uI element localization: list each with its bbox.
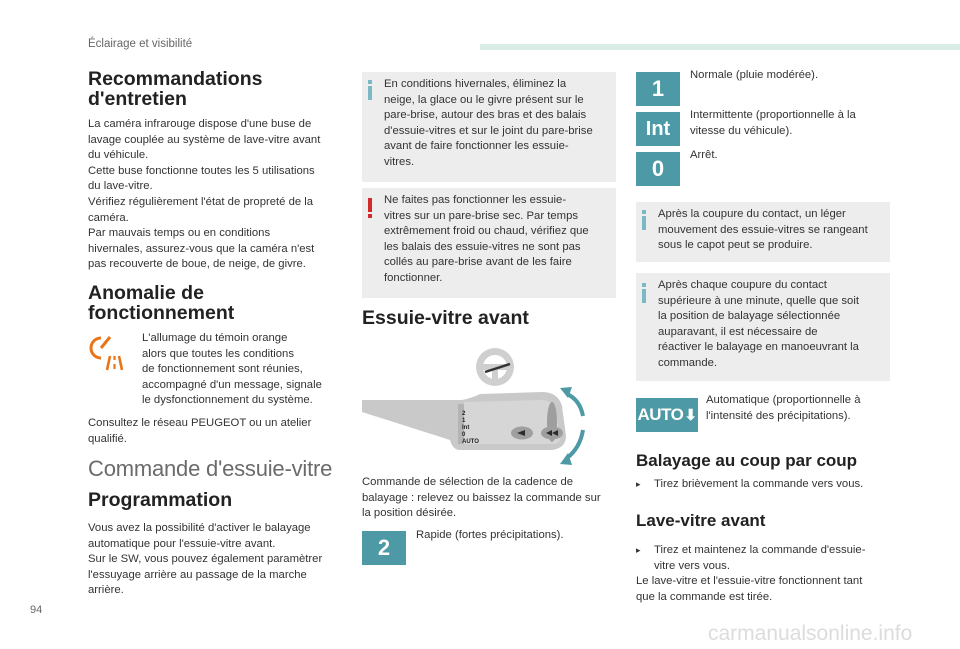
- single-wipe-title: Balayage au coup par coup: [636, 451, 858, 470]
- arrow-down-icon: ⬇: [684, 407, 697, 424]
- cadence-text: Commande de sélection de la cadence de balayage : relevez ou baissez la commande sur la position désirée.: [362, 476, 601, 520]
- header-bar: [480, 44, 960, 50]
- lane-camera-warning-icon: [88, 334, 128, 374]
- stalk-label-2: 2: [462, 411, 466, 417]
- wiper-stalk-illustration: [362, 340, 592, 470]
- mode-1-badge: 1: [636, 72, 680, 106]
- arrow-bullet-icon: ▸: [636, 545, 641, 555]
- steering-wheel-icon: [476, 348, 514, 386]
- mode-auto-badge: AUTO ⬇: [636, 398, 698, 432]
- fault-title: Anomalie de fonctionnement: [88, 282, 235, 324]
- fault-text: L'allumage du témoin orange alors que toutes les conditions de fonctionnement sont réunies, accompagné d'un message, signale le dysfonctionnement du système.: [142, 332, 322, 407]
- stalk-label-1: 1: [462, 418, 466, 424]
- washer-bullet: ▸ Tirez et maintenez la commande d'essuie- vitre vers vous.: [636, 543, 896, 574]
- mode-int-badge: Int: [636, 112, 680, 146]
- single-wipe-bullet: ▸ Tirez brièvement la commande vers vous.: [636, 477, 896, 493]
- up-down-arrows-icon: [567, 394, 583, 458]
- mode-2-text: Rapide (fortes précipitations).: [416, 529, 564, 541]
- mode-1-text: Normale (pluie modérée).: [690, 69, 819, 81]
- section-header: Éclairage et visibilité: [88, 38, 193, 50]
- page-number: 94: [30, 604, 43, 616]
- watermark: carmanualsonline.info: [708, 622, 913, 645]
- stalk-label-0: 0: [462, 432, 466, 438]
- ignition-off-info-box: Après la coupure du contact, un léger mouvement des essuie-vitres se rangeant sous le capot peut se produire.: [636, 202, 890, 262]
- mode-0-badge: 0: [636, 152, 680, 186]
- mode-0-text: Arrêt.: [690, 149, 718, 161]
- info-icon: [642, 283, 646, 303]
- stalk-label-auto: AUTO: [462, 439, 479, 445]
- washer-text: Le lave-vitre et l'essuie-vitre fonctionnent tant que la commande est tirée.: [636, 575, 863, 603]
- info-icon: [368, 80, 372, 100]
- wiper-section-title: Commande d'essuie-vitre: [88, 456, 333, 481]
- arrow-bullet-icon: ▸: [636, 479, 641, 489]
- front-wiper-title: Essuie-vitre avant: [362, 307, 529, 329]
- stalk-label-int: Int: [462, 425, 470, 431]
- washer-title: Lave-vitre avant: [636, 511, 766, 530]
- reactivate-info-box: Après chaque coupure du contact supérieure à une minute, quelle que soit la position de balayage sélectionnée auparavant, il est nécessaire de réactiver le balayage en manoeuvrant la commande.: [636, 273, 890, 381]
- mode-auto-text: Automatique (proportionnelle à l'intensité des précipitations).: [706, 394, 861, 422]
- mode-2-badge: 2: [362, 531, 406, 565]
- maintenance-title: Recommandations d'entretien: [88, 68, 263, 110]
- programming-title: Programmation: [88, 489, 233, 511]
- consult-text: Consultez le réseau PEUGEOT ou un atelier qualifié.: [88, 417, 312, 445]
- programming-text: Vous avez la possibilité d'activer le balayage automatique pour l'essuie-vitre avant. Sur le SW, vous pouvez également paramètrer l'essuyage arrière au passage de la marche arrière.: [88, 522, 323, 597]
- winter-info-box: En conditions hivernales, éliminez la neige, la glace ou le givre présent sur le pare-brise, autour des bras et des balais d'essuie-vitres et sur le joint du pare-brise avant de faire fonctionner les essuie- vitres.: [362, 72, 616, 182]
- warning-icon: [368, 198, 372, 218]
- dry-warning-box: Ne faites pas fonctionner les essuie- vitres sur un pare-brise sec. Par temps extrêmement froid ou chaud, vérifiez que les balais des essuie-vitres ne sont pas collés au pare-brise avant de les faire fonctionner.: [362, 188, 616, 298]
- maintenance-text: La caméra infrarouge dispose d'une buse de lavage couplée au système de lave-vitre avant du véhicule. Cette buse fonctionne toutes les 5 utilisations du lave-vitre. Vérifiez régulièrement l'état de propreté de la caméra. Par mauvais temps ou en conditions hivernales, assurez-vous que la caméra n'est pas recouverte de boue, de neige, de givre.: [88, 118, 321, 271]
- mode-int-text: Intermittente (proportionnelle à la vitesse du véhicule).: [690, 109, 856, 137]
- info-icon: [642, 210, 646, 230]
